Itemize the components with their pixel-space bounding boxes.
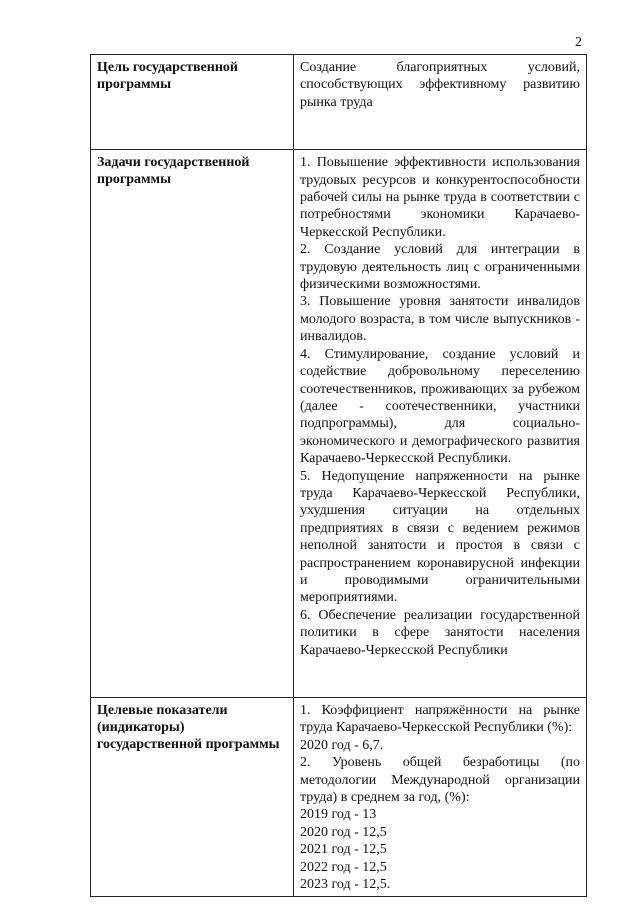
row-content-tasks [294,150,587,698]
task-item: 6. Обеспечение реализации государственной политики в сфере занятости населения Карачаево-Черкесской Республики [300,607,580,658]
indicator-value: 2021 год - 12,5 [300,842,387,858]
program-passport-table [90,54,587,897]
row-label-goal: Цель государственной программы [91,55,294,150]
indicator-item: 1. Коэффициент напряжённости на рынке труда Карачаево-Черкесской Республики (%): [300,703,580,736]
task-item: 3. Повышение уровня занятости инвалидов молодого возраста, в том числе выпускников - инвалидов. [300,294,580,345]
indicator-value: 2020 год - 6,7. [300,737,384,753]
goal-text: Создание благоприятных условий, способствующих эффективному развитию рынка труда [300,60,580,110]
table-row-indicators [91,698,587,897]
row-content-indicators [294,698,587,897]
task-item: 1. Повышение эффективности использования трудовых ресурсов и конкурентоспособности рабочей силы на рынке труда в соответствии с потребностями экономики Карачаево-Черкесской Республики. [300,155,580,240]
indicator-value: 2023 год - 12,5. [300,877,391,893]
indicator-value: 2022 год - 12,5 [300,859,387,875]
task-item: 4. Стимулирование, создание условий и содействие добровольному переселению соотечественников, проживающих за рубежом (далее - соотечественники, участники подпрограммы), для социально-экономического и демографического развития Карачаево-Черкесской Республики. [300,346,580,467]
indicator-item: 2. Уровень общей безработицы (по методологии Международной организации труда) в среднем за год, (%): [300,755,580,806]
indicator-value: 2020 год - 12,5 [300,824,387,840]
page-number: 2 [575,35,582,50]
indicator-value: 2019 год - 13 [300,807,377,823]
row-label-tasks: Задачи государственной программы [91,150,294,698]
row-label-indicators: Целевые показатели (индикаторы) государственной программы [91,698,294,897]
task-item: 2. Создание условий для интеграции в трудовую деятельность лиц с ограниченными физическими возможностями. [300,242,580,293]
table-row-goal [91,55,587,150]
row-content-goal [294,55,587,150]
table-row-tasks [91,150,587,698]
task-item: 5. Недопущение напряженности на рынке труда Карачаево-Черкесской Республики, ухудшения ситуации на отдельных предприятиях в связи с ведением режимов неполной занятости и простоя в связи с распространением коронавирусной инфекции и проводимыми ограничительными мероприятиями. [300,468,580,606]
